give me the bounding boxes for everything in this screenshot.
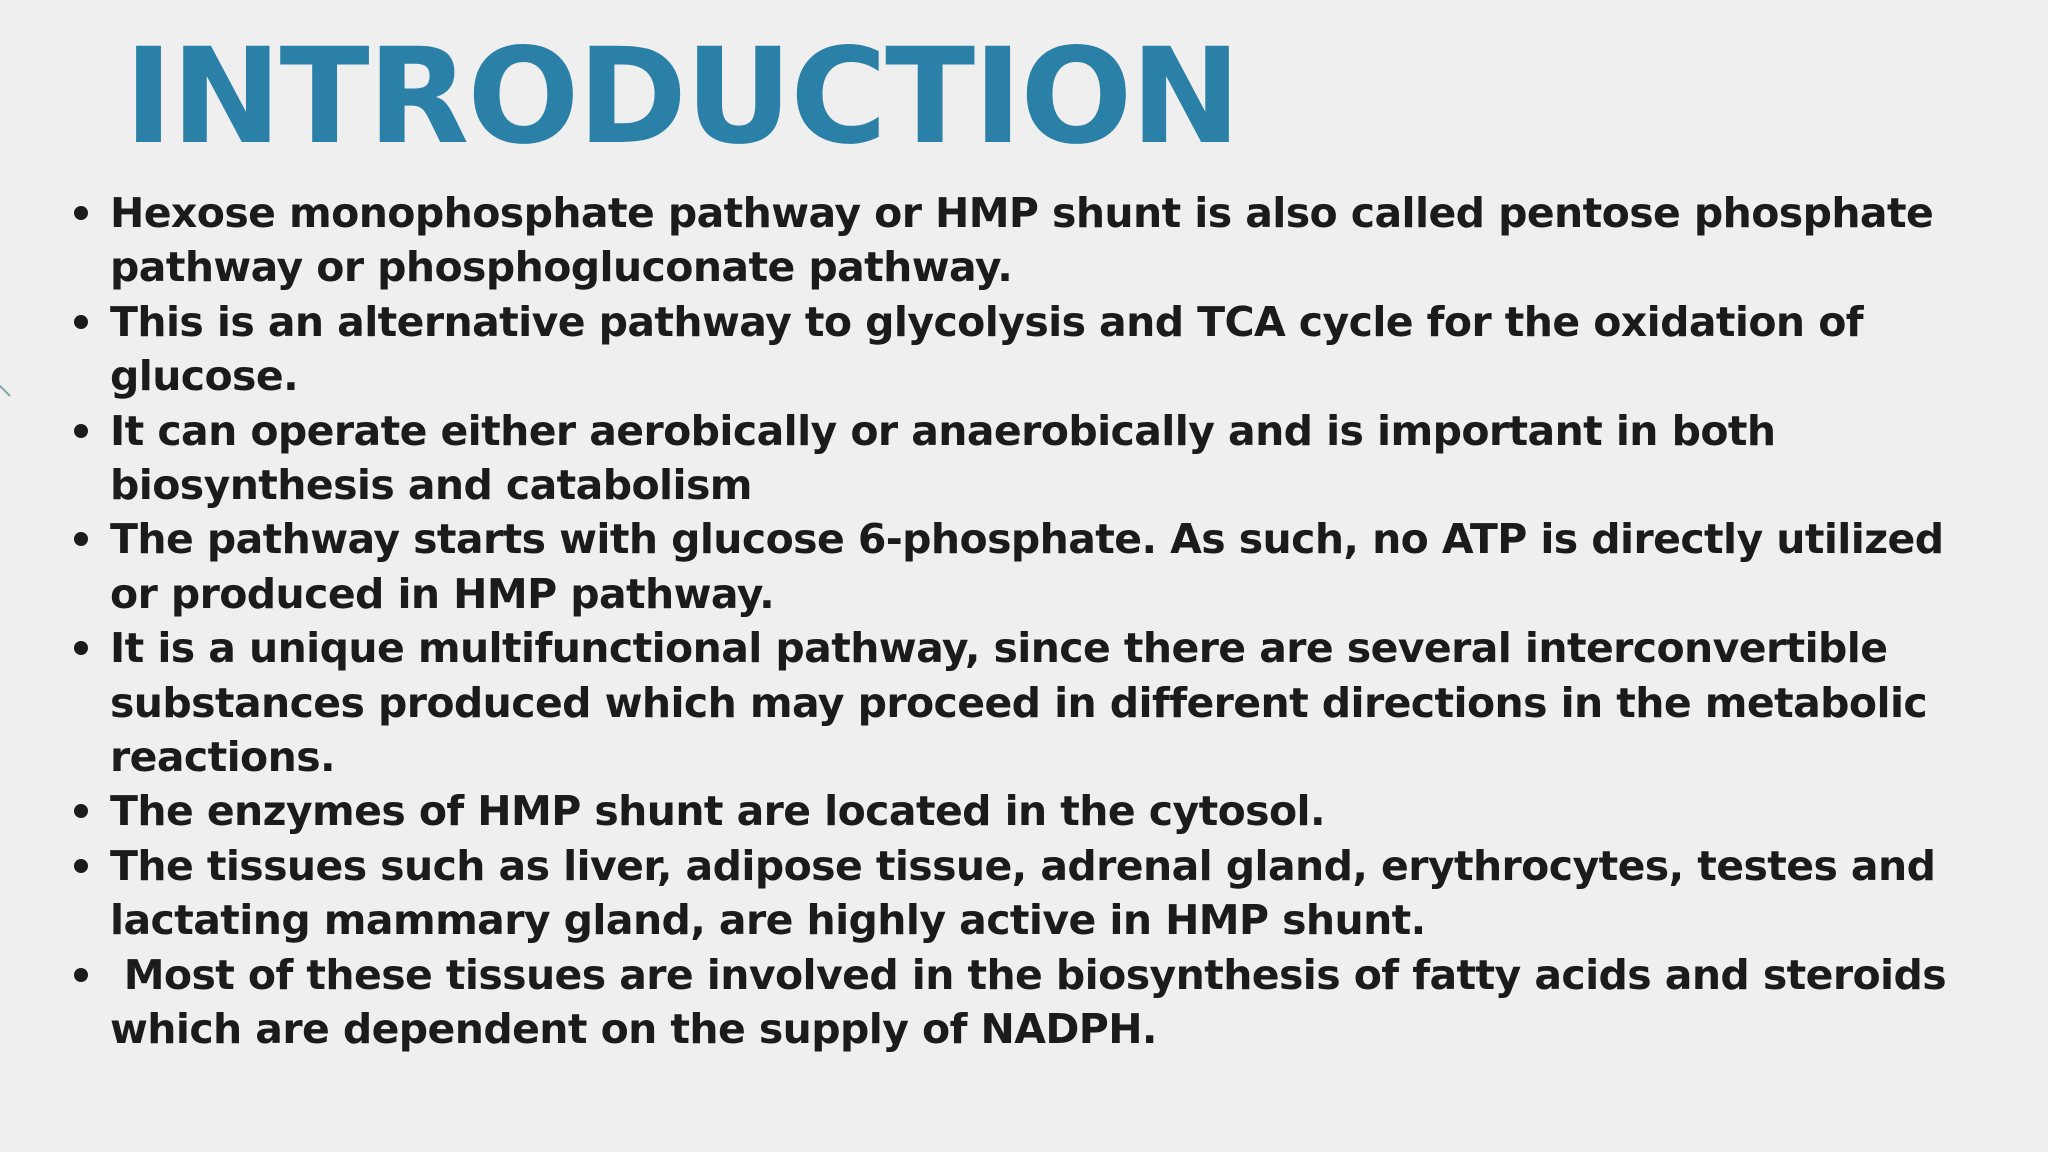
bullet-item [72,404,1972,513]
bullet-text: Most of these tissues are involved in the biosynthesis of fatty acids and steroids which are dependent on the supply of NADPH. [110,950,1960,1054]
slide-title: INTRODUCTION [124,20,1239,174]
bullet-item [72,512,1972,621]
bullet-icon [74,315,88,329]
bullet-icon [74,532,88,546]
bullet-item [72,621,1972,784]
bullet-text: Hexose monophosphate pathway or HMP shunt is also called pentose phosphate pathway or phosphogluconate pathway. [110,189,1934,292]
bullet-text: It is a unique multifunctional pathway, since there are several interconvertible substances produced which may proceed in different directions in the metabolic reactions. [110,624,1928,782]
bullet-icon [74,804,88,818]
bullet-icon [74,859,88,873]
bullet-list [72,186,1972,1057]
bullet-text: The tissues such as liver, adipose tissue, adrenal gland, erythrocytes, testes and lactating mammary gland, are highly active in HMP shunt. [110,841,1936,945]
bullet-item [72,784,1972,838]
bullet-text: This is an alternative pathway to glycolysis and TCA cycle for the oxidation of glucose. [110,297,1863,401]
bullet-item [72,948,1972,1057]
bullet-icon [74,968,88,982]
bullet-item [72,186,1972,295]
bullet-icon [74,424,88,438]
bullet-item [72,295,1972,404]
bullet-text: The enzymes of HMP shunt are located in the cytosol. [110,787,1325,836]
bullet-item [72,839,1972,948]
decorative-line [0,378,16,402]
bullet-text: The pathway starts with glucose 6-phosphate. As such, no ATP is directly utilized or produced in HMP pathway. [110,515,1944,618]
bullet-text: It can operate either aerobically or anaerobically and is important in both biosynthesis and catabolism [110,406,1776,510]
bullet-icon [74,206,88,220]
bullet-icon [74,641,88,655]
